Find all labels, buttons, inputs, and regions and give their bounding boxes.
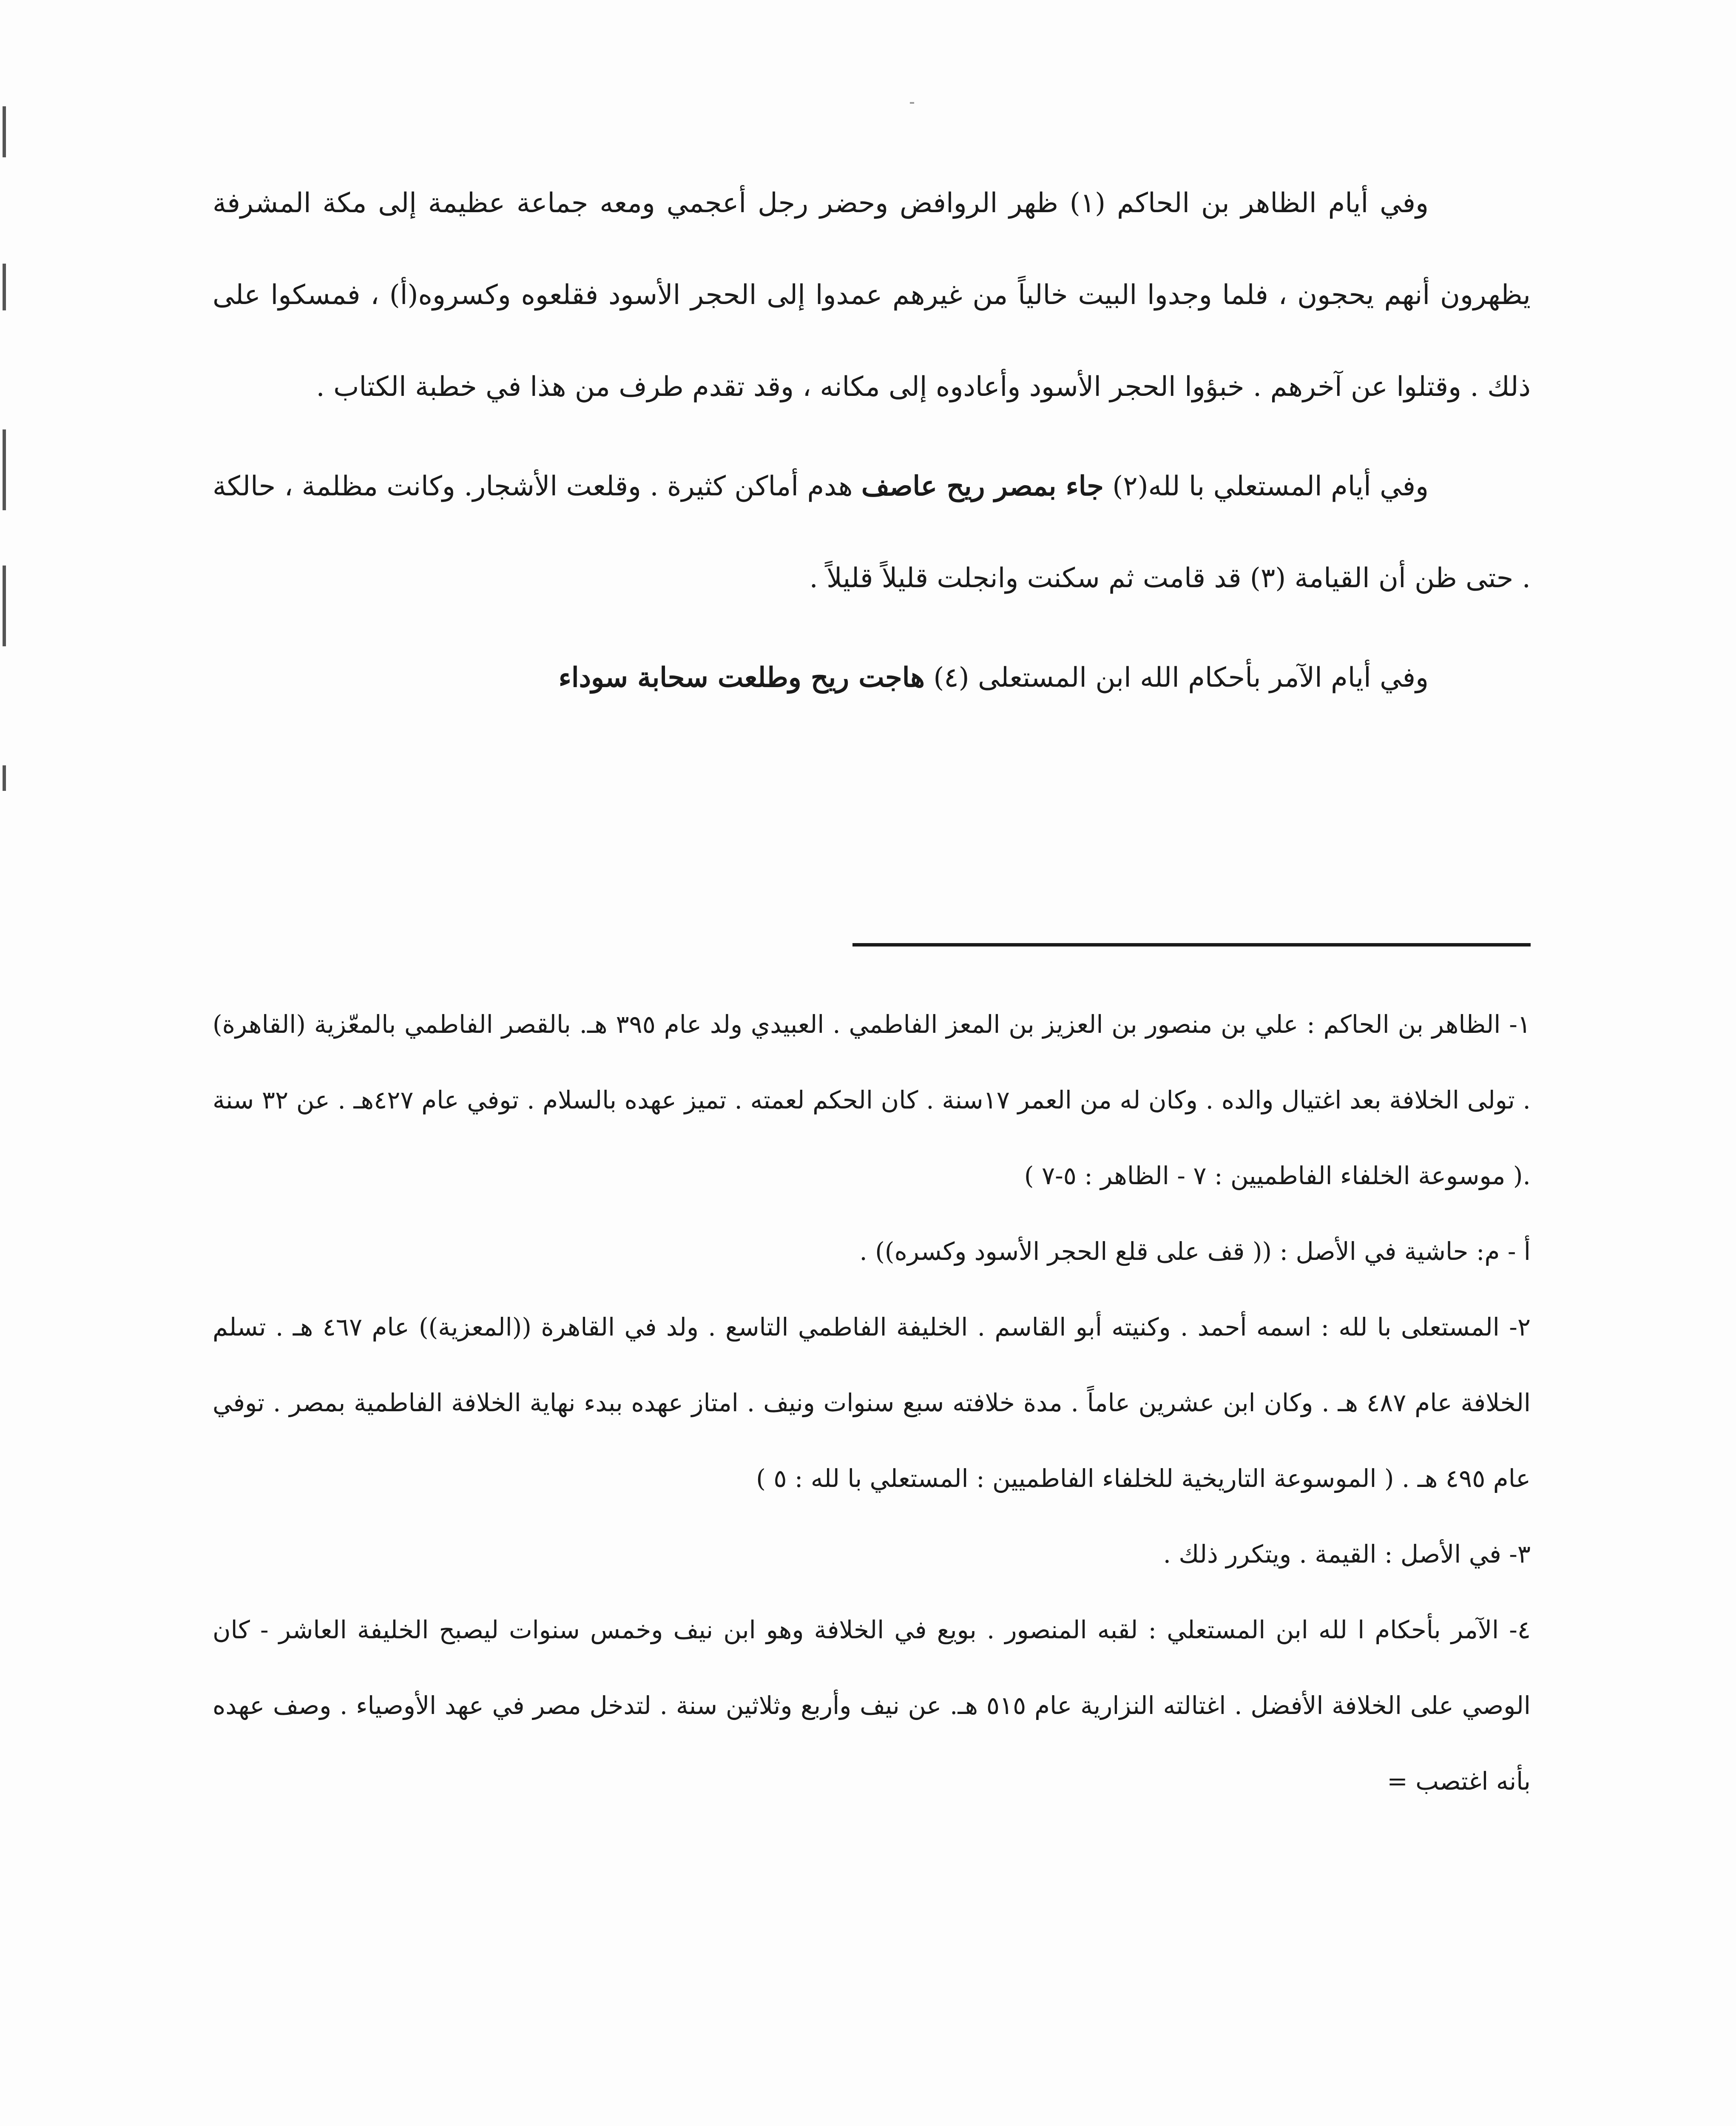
paragraph-amir-intro: وفي أيام الآمر بأحكام الله ابن المستعلى (٤) <box>924 662 1429 694</box>
paragraph-mustali <box>213 441 1531 624</box>
margin-binding-mark <box>3 765 6 791</box>
scan-speck <box>910 102 914 104</box>
paragraph-mustali-bold: جاء بمصر ريح عاصف <box>861 470 1104 502</box>
footnote-3: ٣- في الأصل : القيمة . ويتكرر ذلك . <box>1163 1540 1531 1569</box>
footnote-2: ٢- المستعلى با لله : اسمه أحمد . وكنيته أبو القاسم . الخليفة الفاطمي التاسع . ولد في القاهرة ((المعزية)) عام ٤٦٧ هـ . تسلم الخلافة عام ٤٨٧ هـ . وكان ابن عشرين عاماً . مدة خلافته سبع سنوات ونيف . امتاز عهده ببدء نهاية الخلافة الفاطمية بمصر . توفي عام ٤٩٥ هـ . ( الموسوعة التاريخية للخلفاء الفاطميين : المستعلي با لله : ٥ ) <box>213 1313 1531 1493</box>
paragraph-zahir: وفي أيام الظاهر بن الحاكم (١) ظهر الروافض وحضر رجل أعجمي ومعه جماعة عظيمة إلى مكة المشرفة يظهرون أنهم يحجون ، فلما وجدوا البيت خالياً من غيرهم عمدوا إلى الحجر الأسود فقلعوه وكسروه(أ) ، فمسكوا على ذلك . وقتلوا عن آخرهم . خبؤوا الحجر الأسود وأعادوه إلى مكانه ، وقد تقدم طرف من هذا في خطبة الكتاب . <box>213 188 1531 403</box>
footnote-4: ٤- الآمر بأحكام ا لله ابن المستعلي : لقبه المنصور . بويع في الخلافة وهو ابن نيف وخمس سنوات ليصبح الخليفة العاشر - كان الوصي على الخلافة الأفضل . اغتالته النزارية عام ٥١٥ هـ. عن نيف وأربع وثلاثين سنة . لتدخل مصر في عهد الأوصياء . وصف عهده بأنه اغتصب = <box>213 1615 1531 1796</box>
paragraph-mustali-rest: هدم أماكن كثيرة . وقلعت الأشجار. وكانت مظلمة ، حالكة . حتى ظن أن القيامة (٣) قد قامت ثم سكنت وانجلت قليلاً قليلاً . <box>213 471 1531 594</box>
margin-binding-mark <box>3 106 6 157</box>
footnote-separator <box>852 943 1531 946</box>
paragraph-amir-bold: هاجت ريح وطلعت سحابة سوداء <box>558 662 925 694</box>
margin-binding-mark <box>3 429 6 510</box>
footnote-1: ١- الظاهر بن الحاكم : علي بن منصور بن العزيز بن المعز الفاطمي . العبيدي ولد عام ٣٩٥ هـ. بالقصر الفاطمي بالمعّزية (القاهرة) . تولى الخلافة بعد اغتيال والده . وكان له من العمر ١٧سنة . كان الحكم لعمته . تميز عهده بالسلام . توفي عام ٤٢٧هـ . عن ٣٢ سنة .( موسوعة الخلفاء الفاطميين : ٧ - الظاهر : ٥-٧ ) <box>213 1010 1531 1190</box>
footnote-a: أ - م: حاشية في الأصل : (( قف على قلع الحجر الأسود وكسره)) . <box>859 1237 1531 1266</box>
margin-binding-mark <box>3 566 6 646</box>
paragraph-mustali-intro: وفي أيام المستعلي با لله(٢) <box>1103 471 1429 502</box>
paragraph-amir <box>213 632 1531 724</box>
footnotes-section <box>213 986 1531 1819</box>
margin-binding-mark <box>3 264 6 310</box>
main-body-text <box>213 157 1531 724</box>
